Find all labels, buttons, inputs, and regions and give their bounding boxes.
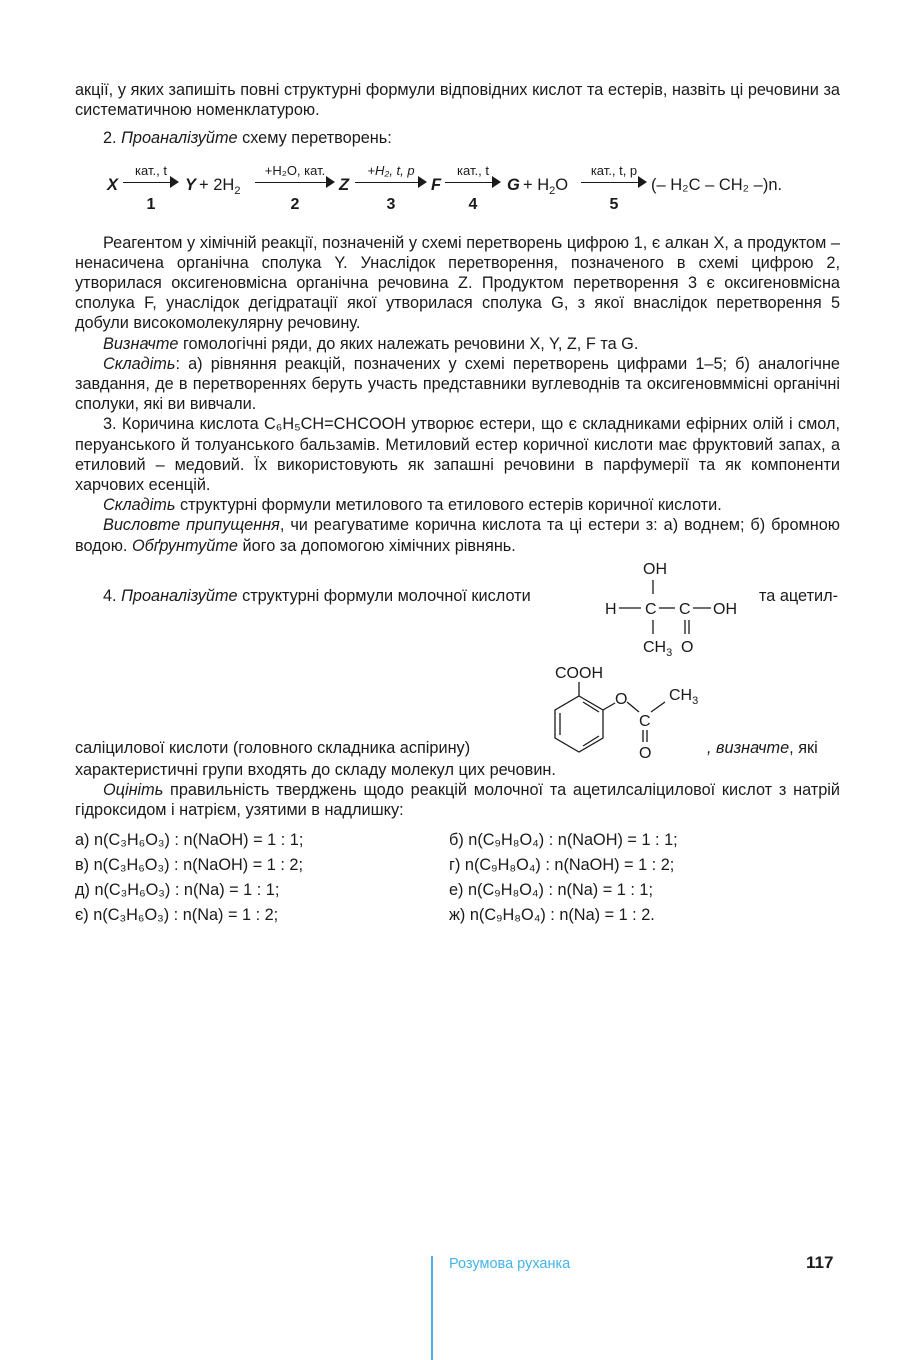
arrow-2-number: 2 [290,195,300,213]
task4-line3: характеристичні групи входять до складу молекул цих речовин. [75,760,556,779]
answer-options [75,828,840,928]
define-rest: гомологічні ряди, до яких належать речовини X, Y, Z, F та G. [178,334,639,353]
arrow-1-number: 1 [146,195,156,213]
task3-justify-verb: Обґрунтуйте [131,536,238,555]
lactic-oh-top: OH [643,560,667,578]
option-zh: ж) n(C₉H₈O₄) : n(Na) = 1 : 2. [449,906,655,925]
lactic-c2: C [679,600,691,618]
task4-line2: саліцилової кислоти (головного складника аспірину) [75,738,471,757]
task4-aspirin-block [75,662,840,760]
task4-verb: Проаналізуйте [121,586,238,605]
option-d: д) n(C₃H₆O₃) : n(Na) = 1 : 1; [75,881,280,900]
task3-compose-rest: структурні формули метилового та етилового естерів коричної кислоти. [175,496,722,515]
arrow-4 [445,155,501,215]
task3-suppose [75,515,840,555]
task3-justify-rest: його за допомогою хімічних рівнянь. [237,536,516,555]
options-row [75,828,840,853]
arrow-4-condition: кат., t [457,162,489,178]
option-h: г) n(C₉H₈O₄) : n(NaOH) = 1 : 2; [449,856,675,875]
scheme-plus-2h2: + $2H_2$ [199,175,241,197]
task4-define-rest: , які [789,738,818,757]
compose-paragraph [75,354,840,415]
aspirin-ch3: $CH_3$ [669,686,699,707]
task4-assess-verb: Оцініть [103,781,164,800]
arrow-3-condition: +H₂, t, p [367,162,415,178]
page-body [75,80,840,928]
arrow-3 [355,155,427,215]
option-b: б) n(C₉H₈O₄) : n(NaOH) = 1 : 1; [449,831,678,850]
options-row [75,878,840,903]
scheme-polymer: (– H₂C – CH₂ –)n. [651,175,783,194]
task2-heading [75,128,840,148]
compose-verb: Складіть [103,354,176,373]
scheme-g: G [507,175,520,194]
options-row [75,903,840,928]
arrow-4-number: 4 [468,195,478,213]
task3-compose-verb: Складіть [103,496,176,515]
task2-rest: схему перетворень: [237,129,392,148]
options-row [75,853,840,878]
task4-heading [75,586,638,606]
task4-number: 4. [103,586,117,605]
footer-section-title: Розумова руханка [449,1256,571,1272]
arrow-1-condition: кат., t [135,162,167,178]
task4-define [707,738,818,758]
define-verb: Визначте [103,334,179,353]
option-a: а) n(C₃H₆O₃) : n(NaOH) = 1 : 1; [75,831,304,850]
aspirin-o-bottom: O [639,744,652,760]
footer-divider [431,1256,433,1360]
lactic-c1: C [645,600,657,618]
define-paragraph [75,334,840,354]
aspirin-cooh: COOH [555,664,603,682]
arrow-2 [255,155,335,215]
arrow-1 [123,155,179,215]
task3-paragraph: 3. Коричина кислота C₆H₅CH=CHCOOH утворює естери, що є складниками ефірних олій і смол, перуанського й толуанського бальзамів. Метиловий естер коричної кислоти має фруктовий запах, а етиловий – медовий. Їх використовують як запашні речовини в парфумерії та як компоненти харчових есенцій. [75,415,840,495]
task4-assess-rest: правильність тверджень щодо реакцій молочної та ацетилсаліцилової кислот з натрій гідроксидом і натрієм, узятими в надлишку: [75,781,840,820]
task2-verb: Проаналізуйте [121,129,238,148]
task4-rest: структурні формули молочної кислоти [237,586,531,605]
reagent-paragraph: Реагентом у хімічній реакції, позначеній у схемі перетворень цифрою 1, є алкан X, а продуктом – ненасичена органічна сполука Y. Унаслідок перетворення, позначеного в схемі цифрою 2, утворилася оксигеновмісна органічна речовина Z. Продуктом перетворення 3 є оксигеновмісна сполука F, унаслідок дегідратації якої утворилася сполука G, з якої внаслідок перетворення 5 добули високомолекулярну речовину. [75,233,840,333]
task3-suppose-verb: Висловте припущення [103,516,280,535]
arrow-3-number: 3 [386,195,396,213]
task3-suppose-rest: , чи реагуватиме корична кислота та ці естери з: а) воднем; б) бромною водою. [75,516,840,555]
arrow-5-condition: кат., t, p [590,162,638,178]
lactic-o: O [681,638,694,656]
lactic-ch3: $CH_3$ [643,638,673,656]
aspirin-o-ring: O [615,690,628,708]
scheme-x: X [107,175,119,194]
compose-rest: : а) рівняння реакцій, позначених у схемі перетворень цифрами 1–5; б) аналогічне завдання, де в перетвореннях беруть участь представники вуглеводнів та оксигеновммісні органічні сполуки, які ви вивчали. [75,354,840,414]
intro-paragraph: акції, у яких запишіть повні структурні формули відповідних кислот та естерів, назвіть ці речовини за систематичною номенклатурою. [75,81,840,120]
arrow-5 [581,155,647,215]
scheme-z: Z [339,175,350,194]
task2-number: 2. [103,129,117,148]
arrow-5-number: 5 [609,195,619,213]
lactic-h: H [605,600,617,618]
option-v: в) n(C₃H₆O₃) : n(NaOH) = 1 : 2; [75,856,303,875]
option-e: е) n(C₉H₈O₄) : n(Na) = 1 : 1; [449,881,653,900]
scheme-plus-h2o: + $H_2O$ [523,175,569,197]
task3-compose [75,495,840,515]
task4-lactic-block [75,556,840,660]
page-number: 117 [806,1253,834,1272]
conversion-scheme [75,155,840,227]
task4-assess [75,780,840,820]
task4-define-verb: , визначте [707,738,790,757]
option-ye: є) n(C₃H₆O₃) : n(Na) = 1 : 2; [75,906,279,925]
aspirin-formula [527,662,717,760]
arrow-2-condition: +H₂O, кат. [264,162,326,178]
task4-tail: та ацетил- [759,586,839,605]
scheme-f: F [431,175,442,194]
aspirin-c: C [639,712,651,730]
lactic-oh-right: OH [713,600,737,618]
scheme-y: Y [185,175,197,194]
